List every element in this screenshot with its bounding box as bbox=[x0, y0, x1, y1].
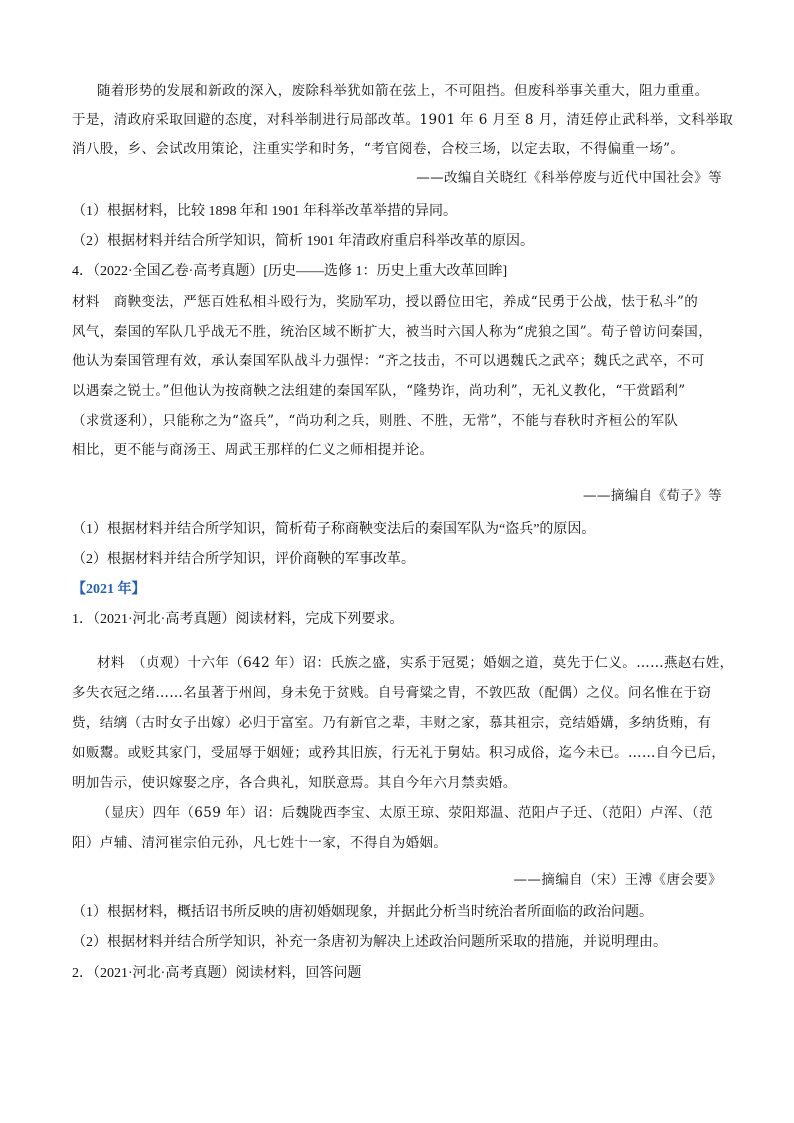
material-line: 如贩鬻。或贬其家门，受屈辱于姻娅；或矜其旧族，行无礼于舅姑。积习成俗，迄今未已。……自今已后， bbox=[72, 745, 726, 761]
material-line: 阳）卢辅、清河崔宗伯元孙，凡七姓十一家，不得自为婚姻。 bbox=[72, 835, 448, 851]
material-line: 风气，秦国的军队几乎战无不胜，统治区域不断扩大，被当时六国人称为“虎狼之国”。荀子曾访问秦国， bbox=[72, 324, 713, 340]
material-line: 他认为秦国管理有效，承认秦国军队战斗力强悍：“齐之技击，不可以遇魏氏之武卒；魏氏之武卒，不可 bbox=[72, 353, 705, 369]
question-text: （2）根据材料并结合所学知识，评价商鞅的军事改革。 bbox=[72, 552, 415, 567]
material-line: （求赏逐利），只能称之为“盗兵”，“尚功利之兵，则胜、不胜，无常”，不能与春秋时齐桓公的军队 bbox=[72, 413, 679, 429]
material-line: 随着形势的发展和新政的深入，废除科举犹如箭在弦上，不可阻挡。但废科举事关重大，阻力重重。 bbox=[97, 83, 709, 99]
material-source: ——摘编自（宋）王溥《唐会要》 bbox=[513, 872, 722, 888]
material-line: 以遇秦之锐士。”但他认为按商鞅之法组建的秦国军队，“隆势诈，尚功利”，无礼义教化，“干赏蹈利” bbox=[72, 383, 686, 399]
material-line: （显庆）四年（659 年）诏：后魏陇西李宝、太原王琼、荥阳郑温、范阳卢子迁、（范阳）卢浑、（范 bbox=[97, 805, 713, 821]
material-line: 赀，结缡（古时女子出嫁）必归于富室。乃有新官之辈，丰财之家，慕其祖宗，竞结婚媾，多纳货贿，有 bbox=[72, 715, 712, 731]
material-line: 明加告示，使识嫁娶之序，各合典礼，知朕意焉。其自今年六月禁卖婚。 bbox=[72, 775, 517, 791]
question-text: （1）根据材料并结合所学知识，简析荀子称商鞅变法后的秦国军队为“盗兵”的原因。 bbox=[72, 522, 596, 537]
question-text: （1）根据材料，比较 1898 年和 1901 年科举改革举措的异同。 bbox=[72, 204, 457, 219]
question-text: （2）根据材料并结合所学知识，简析 1901 年清政府重启科举改革的原因。 bbox=[72, 234, 534, 249]
question-heading: 2．（2021·河北·高考真题）阅读材料，回答问题 bbox=[72, 966, 362, 981]
material-line: 消八股，乡、会试改用策论，注重实学和时务，“考官阅卷，合校三场，以定去取，不得偏重一场”。 bbox=[72, 141, 685, 157]
material-source: ——摘编自《荀子》等 bbox=[583, 488, 722, 504]
material-line: 于是，清政府采取回避的态度，对科举制进行局部改革。1901 年 6 月至 8 月，清廷停止武科举，文科举取 bbox=[72, 112, 734, 128]
material-line: 多失衣冠之绪……名虽著于州闾，身未免于贫贱。自号膏粱之胄，不敦匹敌（配偶）之仪。问名惟在于窃 bbox=[72, 685, 712, 701]
question-heading: 4．（2022·全国乙卷·高考真题）[历史——选修 1：历史上重大改革回眸] bbox=[72, 264, 508, 279]
question-text: （2）根据材料并结合所学知识，补充一条唐初为解决上述政治问题所采取的措施，并说明理由。 bbox=[72, 935, 667, 950]
material-line: 材料 （贞观）十六年（642 年）诏：氏族之盛，实系于冠冕；婚姻之道，莫先于仁义。……燕赵右姓， bbox=[97, 655, 734, 671]
material-line: 相比，更不能与商汤王、周武王那样的仁义之师相提并论。 bbox=[72, 442, 434, 458]
material-source: ——改编自关晓红《科举停废与近代中国社会》等 bbox=[416, 170, 722, 186]
question-heading: 1．（2021·河北·高考真题）阅读材料，完成下列要求。 bbox=[72, 612, 404, 627]
year-heading: 【2021 年】 bbox=[72, 582, 146, 597]
question-text: （1）根据材料，概括诏书所反映的唐初婚姻现象，并据此分析当时统治者所面临的政治问题。 bbox=[72, 905, 653, 920]
material-line: 材料 商鞅变法，严惩百姓私相斗殴行为，奖励军功，授以爵位田宅，养成“民勇于公战，怯于私斗”的 bbox=[72, 294, 699, 310]
